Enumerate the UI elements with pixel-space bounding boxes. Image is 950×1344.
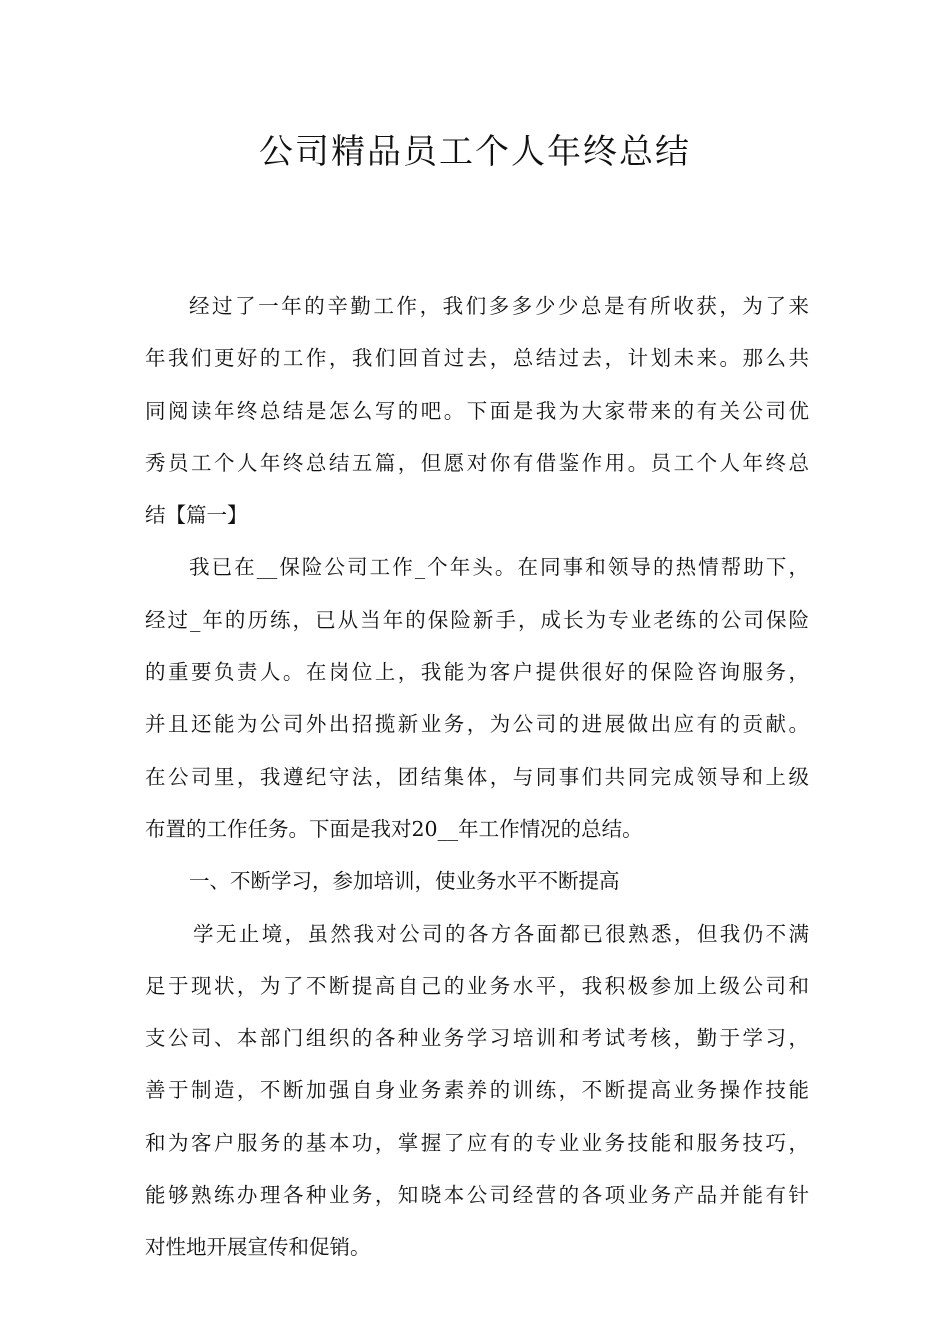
paragraph-2-line-2: 经过_年的历练，已从当年的保险新手，成长为专业老练的公司保险 [145, 607, 809, 632]
paragraph-3-line-7: 对性地开展宣传和促销。 [145, 1235, 371, 1260]
paragraph-1-line-1: 经过了一年的辛勤工作，我们多多少少总是有所收获，为了来 [189, 294, 809, 318]
paragraph-2-line-3: 的重要负责人。在岗位上，我能为客户提供很好的保险咨询服务， [145, 660, 809, 685]
paragraph-1-line-4: 秀员工个人年终总结五篇，但愿对你有借鉴作用。员工个人年终总 [145, 450, 809, 475]
document-title: 公司精品员工个人年终总结 [259, 132, 691, 172]
paragraph-1-line-3: 同阅读年终总结是怎么写的吧。下面是我为大家带来的有关公司优 [145, 398, 809, 423]
paragraph-3-line-5: 和为客户服务的基本功，掌握了应有的专业业务技能和服务技巧， [145, 1130, 809, 1155]
section-heading-1: 一、不断学习，参加培训，使业务水平不断提高 [189, 869, 620, 894]
paragraph-3-line-6: 能够熟练办理各种业务，知晓本公司经营的各项业务产品并能有针 [145, 1183, 809, 1208]
paragraph-2-line-5: 在公司里，我遵纪守法，团结集体，与同事们共同完成领导和上级 [145, 764, 809, 789]
paragraph-1-line-5: 结【篇一】 [145, 503, 248, 528]
paragraph-2-line-4: 并且还能为公司外出招揽新业务，为公司的进展做出应有的贡献。 [145, 712, 809, 737]
paragraph-3-line-4: 善于制造，不断加强自身业务素养的训练，不断提高业务操作技能 [145, 1078, 809, 1103]
paragraph-1-line-2: 年我们更好的工作，我们回首过去，总结过去，计划未来。那么共 [145, 346, 809, 371]
paragraph-3-line-2: 足于现状，为了不断提高自己的业务水平，我积极参加上级公司和 [145, 973, 809, 998]
paragraph-3-line-3: 支公司、本部门组织的各种业务学习培训和考试考核，勤于学习， [145, 1026, 809, 1051]
document-body [145, 280, 809, 1274]
paragraph-3-line-1: 学无止境，虽然我对公司的各方各面都已很熟悉，但我仍不满 [193, 921, 809, 946]
paragraph-2-line-1: 我已在__保险公司工作_个年头。在同事和领导的热情帮助下， [189, 555, 809, 580]
paragraph-2-line-6: 布置的工作任务。下面是我对20__年工作情况的总结。 [145, 816, 643, 841]
